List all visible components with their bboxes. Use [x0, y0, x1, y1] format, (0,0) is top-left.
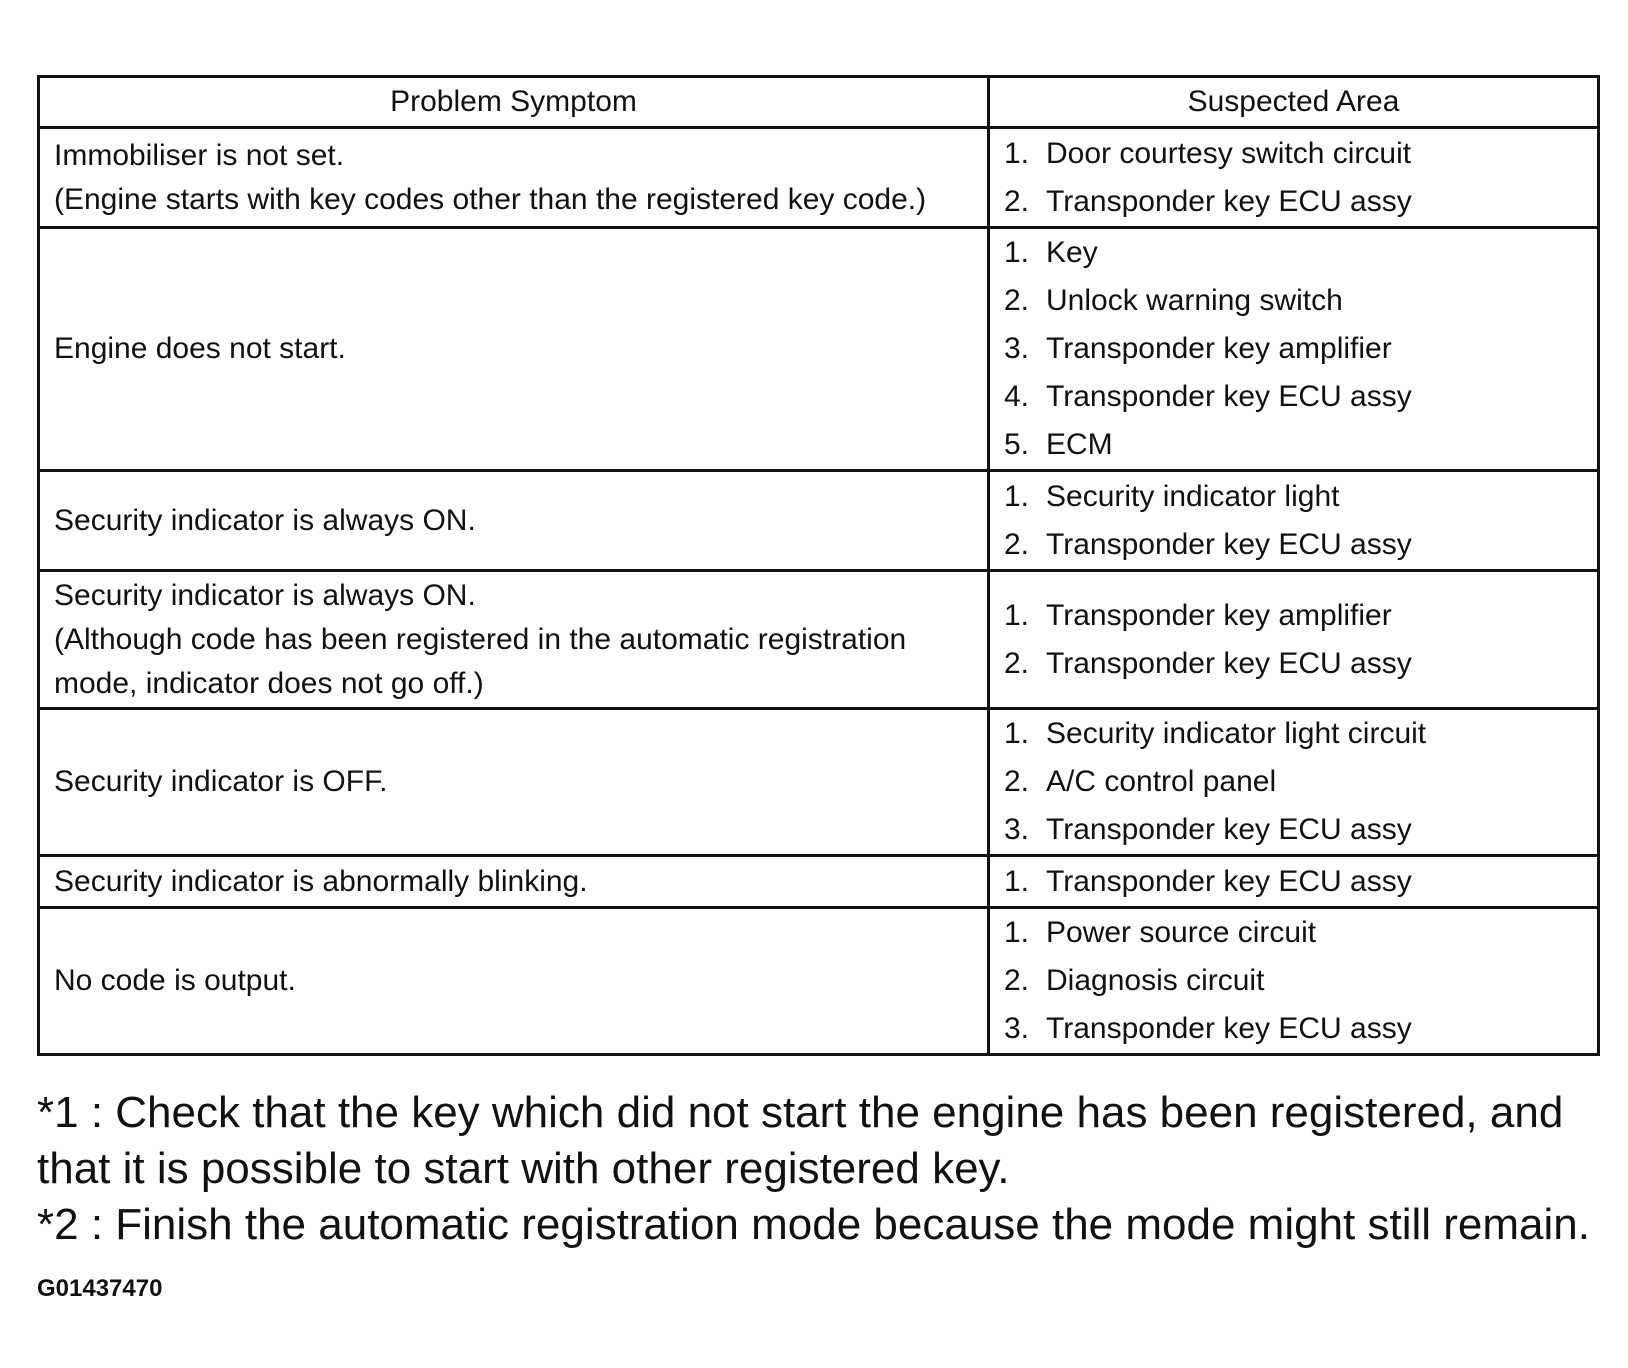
list-item-number: 3.	[1004, 332, 1030, 365]
problem-symptom-cell	[39, 908, 989, 1055]
suspected-area-cell	[989, 228, 1599, 471]
list-item	[1004, 758, 1597, 806]
header-problem-symptom: Problem Symptom	[39, 77, 989, 128]
footnote-1: *1 : Check that the key which did not start the engine has been registered, and that it is possible to start with other registered key.	[37, 1088, 1564, 1193]
suspected-area-list	[1004, 473, 1597, 569]
table-row	[39, 571, 1599, 709]
suspected-area-list	[1004, 229, 1597, 469]
footnotes	[37, 1085, 1607, 1253]
list-item	[1004, 229, 1597, 277]
list-item-number: 2.	[1004, 765, 1030, 798]
symptom-text: Security indicator is always ON.	[54, 503, 476, 537]
list-item-text: Transponder key ECU assy	[1046, 813, 1412, 846]
list-item	[1004, 178, 1597, 226]
table-row	[39, 228, 1599, 471]
suspected-area-cell	[989, 856, 1599, 908]
list-item-number: 5.	[1004, 428, 1030, 461]
suspected-area-cell	[989, 908, 1599, 1055]
list-item-number: 2.	[1004, 184, 1030, 218]
list-item-number: 1.	[1004, 479, 1030, 513]
list-item	[1004, 521, 1597, 569]
list-item	[1004, 421, 1597, 469]
suspected-area-list	[1004, 130, 1597, 226]
suspected-area-list	[1004, 710, 1597, 854]
table-row	[39, 128, 1599, 228]
list-item-text: Transponder key amplifier	[1046, 598, 1392, 632]
footnote-2: *2 : Finish the automatic registration mode because the mode might still remain.	[37, 1200, 1590, 1249]
problem-symptom-cell	[39, 856, 989, 908]
table-body	[39, 128, 1599, 1055]
symptom-text: Engine does not start.	[54, 332, 346, 365]
list-item-text: Transponder key ECU assy	[1046, 184, 1412, 218]
list-item-text: Transponder key ECU assy	[1046, 1012, 1412, 1045]
list-item	[1004, 640, 1597, 688]
list-item-number: 3.	[1004, 1012, 1030, 1045]
list-item-text: ECM	[1046, 428, 1113, 461]
list-item-text: Transponder key ECU assy	[1046, 864, 1412, 898]
list-item	[1004, 473, 1597, 521]
list-item	[1004, 710, 1597, 758]
list-item	[1004, 277, 1597, 325]
list-item-number: 1.	[1004, 916, 1030, 949]
suspected-area-list	[1004, 858, 1597, 906]
figure-id: G01437470	[37, 1275, 163, 1302]
suspected-area-cell	[989, 709, 1599, 856]
list-item-number: 2.	[1004, 284, 1030, 317]
list-item	[1004, 957, 1597, 1005]
list-item-number: 1.	[1004, 136, 1030, 170]
suspected-area-cell	[989, 571, 1599, 709]
symptom-text: Security indicator is OFF.	[54, 765, 388, 798]
problem-symptom-cell	[39, 128, 989, 228]
list-item	[1004, 806, 1597, 854]
list-item-number: 3.	[1004, 813, 1030, 846]
suspected-area-cell	[989, 471, 1599, 571]
list-item-number: 2.	[1004, 527, 1030, 561]
list-item	[1004, 373, 1597, 421]
troubleshooting-table	[37, 75, 1600, 1056]
list-item-text: Diagnosis circuit	[1046, 964, 1265, 997]
suspected-area-list	[1004, 909, 1597, 1053]
symptom-text: Security indicator is always ON.	[54, 578, 476, 612]
list-item-number: 1.	[1004, 864, 1030, 898]
list-item-text: Key	[1046, 236, 1098, 269]
problem-symptom-cell	[39, 471, 989, 571]
list-item-text: Transponder key amplifier	[1046, 332, 1392, 365]
list-item	[1004, 1005, 1597, 1053]
list-item-text: Transponder key ECU assy	[1046, 527, 1412, 561]
list-item-text: Transponder key ECU assy	[1046, 646, 1412, 680]
table-row	[39, 471, 1599, 571]
list-item-text: Security indicator light circuit	[1046, 717, 1427, 750]
list-item	[1004, 325, 1597, 373]
suspected-area-cell	[989, 128, 1599, 228]
list-item	[1004, 858, 1597, 906]
table-row	[39, 908, 1599, 1055]
list-item-number: 1.	[1004, 717, 1030, 750]
list-item-text: Transponder key ECU assy	[1046, 380, 1412, 413]
list-item-text: Unlock warning switch	[1046, 284, 1343, 317]
table-row	[39, 709, 1599, 856]
header-suspected-area: Suspected Area	[989, 77, 1599, 128]
table-header-row	[39, 77, 1599, 128]
symptom-text: (Although code has been registered in the automatic registration	[54, 622, 907, 656]
suspected-area-list	[1004, 592, 1597, 688]
list-item-number: 1.	[1004, 598, 1030, 632]
list-item-text: A/C control panel	[1046, 765, 1277, 798]
table-row	[39, 856, 1599, 908]
list-item-text: Power source circuit	[1046, 916, 1317, 949]
problem-symptom-cell	[39, 571, 989, 709]
list-item	[1004, 909, 1597, 957]
symptom-text: No code is output.	[54, 964, 296, 997]
list-item-number: 2.	[1004, 964, 1030, 997]
list-item-number: 4.	[1004, 380, 1030, 413]
symptom-text: mode, indicator does not go off.)	[54, 666, 484, 700]
problem-symptom-cell	[39, 709, 989, 856]
list-item-text: Door courtesy switch circuit	[1046, 136, 1412, 170]
symptom-text: (Engine starts with key codes other than the registered key code.)	[54, 182, 927, 216]
list-item-number: 1.	[1004, 236, 1030, 269]
list-item	[1004, 592, 1597, 640]
symptom-text: Security indicator is abnormally blinking.	[54, 864, 588, 898]
list-item-number: 2.	[1004, 646, 1030, 680]
list-item	[1004, 130, 1597, 178]
problem-symptom-cell	[39, 228, 989, 471]
list-item-text: Security indicator light	[1046, 479, 1340, 513]
symptom-text: Immobiliser is not set.	[54, 138, 345, 172]
